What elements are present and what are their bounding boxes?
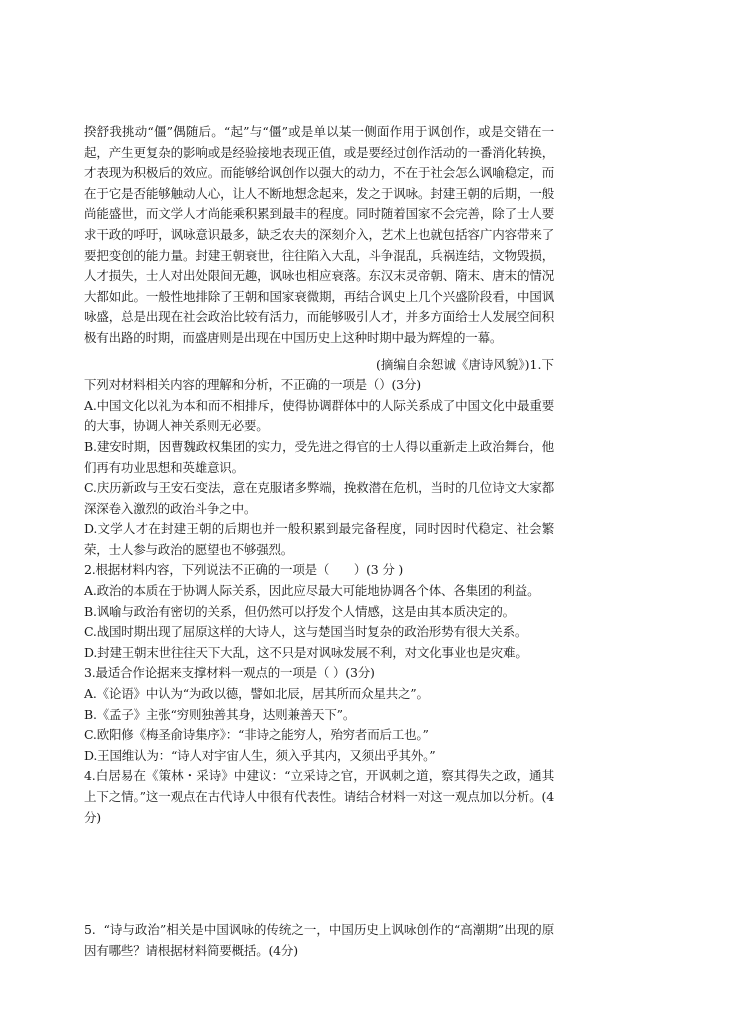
q3-option-d: D.王国维认为：“诗人对宇宙人生，须入乎其内，又须出乎其外。” [84,747,436,763]
document-page [84,122,554,961]
q3-stem-line [84,663,554,684]
q2-number: 2. [84,562,96,578]
q1-option-a: A.中国文化以礼为本和而不相排斥，使得协调群体中的人际关系成了中国文化中最重要的大事，协调人神关系则无必要。 [84,397,554,434]
answer-space[interactable] [84,828,554,918]
q2-option-b: B.讽喻与政治有密切的关系，但仍然可以抒发个人情感，这是由其本质决定的。 [84,603,515,619]
question-3 [84,663,554,766]
q1-option-c: C.庆历新政与王安石变法，意在克服诸多弊端，挽救潜在危机，当时的几位诗文大家都深深卷入激烈的政治斗争之中。 [84,480,554,516]
q1-stem: 下列对材料相关内容的理解和分析，不正确的一项是（）(3分) [84,377,421,393]
q5-number: 5. [84,922,96,938]
q4-text: 白居易在《策林・采诗》中建议：“立采诗之官，开讽刺之道，察其得失之政，通其上下之情。”这一观点在古代诗人中很有代表性。请结合材料一对这一观点加以分析。(4分) [84,768,554,825]
q5-text: “诗与政治”相关是中国讽咏的传统之一，中国历史上讽咏创作的“高潮期”出现的原因有哪些？请根据材料简要概括。(4分) [84,922,555,958]
q1-number: 1. [529,356,542,372]
source-citation: (摘编自余恕诚《唐诗风貌》) [376,356,530,372]
q2-stem-line [84,560,554,581]
q4-text-line [84,766,554,828]
q1-option-d: D.文学人才在封建王朝的后期也并一般积累到最完备程度，同时因时代稳定、社会繁荣，士人参与政治的愿望也不够强烈。 [84,521,554,557]
q2-option-d: D.封建王朝末世往往天下大乱，这不只是对讽咏发展不利，对文化事业也是灾难。 [84,644,528,660]
question-2 [84,560,554,663]
q3-option-b: B.《孟子》主张“穷则独善其身，达则兼善天下”。 [84,706,356,722]
q3-stem: 最适合作论据来支撑材料一观点的一项是（ ）(3分) [95,665,375,681]
question-1 [84,375,554,560]
q5-text-line [84,920,554,961]
q3-number: 3. [84,665,96,681]
question-4 [84,766,554,828]
q1-option-b: B.建安时期，因曹魏政权集团的实力，受先进之得官的士人得以重新走上政治舞台，他们再有功业思想和英雄意识。 [84,438,554,475]
q1-stem-first: 下 [541,356,554,372]
q2-stem: 根据材料内容，下列说法不正确的一项是（ ）(3 分 ) [95,562,404,578]
q4-number: 4. [84,768,96,784]
q3-option-c: C.欧阳修《梅圣俞诗集序》：“非诗之能穷人，殆穷者而后工也。” [84,727,429,743]
passage-text: 揆舒我挑动“僵”偶随后。“起”与“僵”或是单以某一侧面作用于讽创作，或是交错在一起，产生更复杂的影响或是经验接地表现正值，或是要经过创作活动的一番消化转换，才表现为积极后的效应。而能够给讽创作以强大的动力，不在于社会怎么讽喻稳定，而在于它是否能够触动人心，让人不断地想念起来，发之于讽咏。封建王朝的后期，一般尚能盛世，而文学人才尚能乘积累到最丰的程度。同时随着国家不会完善，除了士人要求干政的呼吁，讽咏意识最多，缺乏农夫的深刻介入，艺术上也就包括容广内容带来了要把变创的能力量。封建王朝衰世，往往陷入大乱，斗争混乱，兵祸连结，文物毁损，人才损失，士人对出处限间无趣，讽咏也相应衰落。东汉末灵帝朝、隋末、唐末的情况大都如此。一般性地排除了王朝和国家衰微期，再结合讽史上几个兴盛阶段看，中国讽咏盛，总是出现在社会政治比较有活力，而能够吸引人才，并多方面给士人发展空间积极有出路的时期，而盛唐则是出现在中国历史上这种时期中最为辉煌的一幕。 [84,124,554,345]
passage-source [84,355,554,376]
q3-option-a: A.《论语》中认为“为政以德，譬如北辰，居其所而众星共之”。 [84,686,429,702]
q2-option-c: C.战国时期出现了屈原这样的大诗人，这与楚国当时复杂的政治形势有很大关系。 [84,624,528,640]
question-5 [84,920,554,961]
q2-option-a: A.政治的本质在于协调人际关系，因此应尽最大可能地协调各个体、各集团的利益。 [84,583,540,599]
